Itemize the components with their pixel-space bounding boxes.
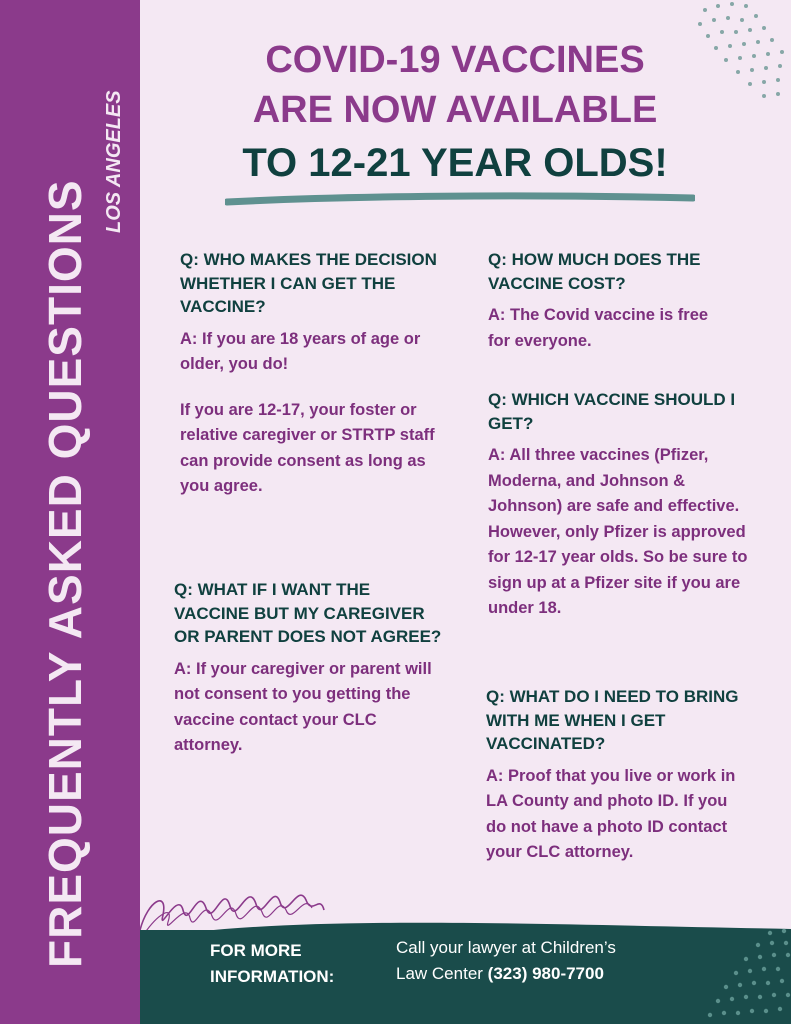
faq-answer: A: All three vaccines (Pfizer, Moderna, and Johnson & Johnson) are safe and effective. However, only Pfizer is approved for 12-17 year olds. So be sure to sign up at a Pfizer site if you are under 18.	[488, 446, 748, 617]
decorative-dots-bottom	[700, 925, 791, 1024]
headline-line-1: COVID-19 VACCINES	[265, 39, 645, 81]
footer-contact-line-1: Call your lawyer at Children’s	[396, 938, 616, 957]
headline-line-3: TO 12-21 YEAR OLDS!	[242, 141, 668, 185]
footer-label-line-2: INFORMATION:	[210, 967, 335, 986]
footer-contact	[396, 935, 616, 987]
faq-item-which-vaccine	[488, 388, 758, 632]
faq-answer: A: If your caregiver or parent will not consent to you getting the vaccine contact your CLC attorney.	[174, 659, 432, 754]
faq-question: Q: WHAT DO I NEED TO BRING WITH ME WHEN I GET VACCINATED?	[486, 687, 739, 753]
headline-top	[160, 35, 750, 135]
phone-number[interactable]: (323) 980-7700	[487, 964, 604, 983]
faq-item-cost	[488, 248, 718, 364]
faq-answer: If you are 12-17, your foster or relative caregiver or STRTP staff can provide consent as long as you agree.	[180, 400, 435, 495]
faq-item-decision	[180, 248, 440, 510]
faq-answer: A: Proof that you live or work in LA County and photo ID. If you do not have a photo ID contact your CLC attorney.	[486, 766, 736, 861]
faq-item-bring	[486, 685, 751, 876]
faq-item-disagree	[174, 578, 444, 769]
headline-underline	[225, 190, 695, 208]
footer-label	[210, 938, 334, 990]
faq-question: Q: WHICH VACCINE SHOULD I GET?	[488, 390, 736, 433]
faq-question: Q: WHO MAKES THE DECISION WHETHER I CAN GET THE VACCINE?	[180, 250, 437, 316]
footer-label-line-1: FOR MORE	[210, 941, 302, 960]
faq-answer: A: The Covid vaccine is free for everyone.	[488, 306, 709, 350]
headline-line-2: ARE NOW AVAILABLE	[252, 89, 658, 131]
sidebar-subtitle: LOS ANGELES	[103, 90, 125, 233]
sidebar-title: FREQUENTLY ASKED QUESTIONS	[39, 179, 91, 968]
faq-question: Q: HOW MUCH DOES THE VACCINE COST?	[488, 250, 701, 293]
footer-contact-prefix: Law Center	[396, 964, 488, 983]
faq-question: Q: WHAT IF I WANT THE VACCINE BUT MY CAREGIVER OR PARENT DOES NOT AGREE?	[174, 580, 442, 646]
faq-answer: A: If you are 18 years of age or older, you do!	[180, 329, 421, 373]
